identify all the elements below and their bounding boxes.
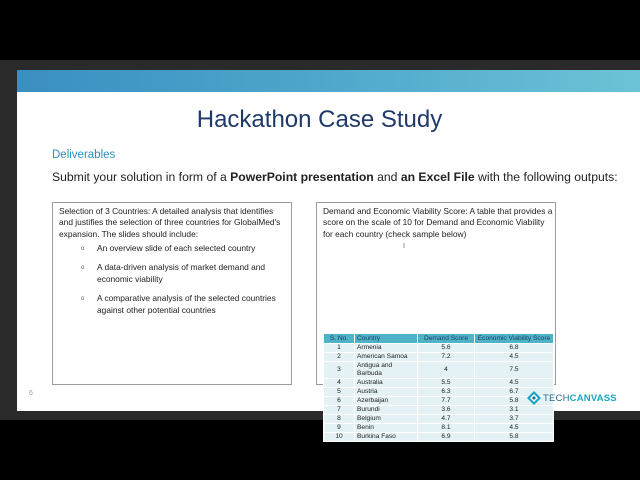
list-item [81,243,281,254]
submit-instructions [52,170,618,184]
submit-text-pre: Submit your solution in form of a [52,170,231,184]
bullet-marker: o [81,246,85,252]
viability-score-heading: Demand and Economic Viability Score [323,206,466,216]
country-selection-box [52,202,292,385]
cell-country: Armenia [355,344,418,353]
list-item [81,293,281,316]
bullet-text: A data-driven analysis of market demand and economic viability [97,262,266,284]
cell-sno: 3 [324,362,355,379]
cell-demand: 6.3 [418,388,475,397]
cell-sno: 8 [324,415,355,424]
bullet-marker: o [81,265,85,272]
deliverables-label: Deliverables [52,149,116,161]
cell-country: Australia [355,379,418,388]
cell-viability: 6.8 [475,344,554,353]
bullet-text: A comparative analysis of the selected countries against other potential countries [97,293,276,315]
cell-demand: 5.6 [418,344,475,353]
cell-sno: 4 [324,379,355,388]
cell-demand: 7.7 [418,397,475,406]
cell-viability: 4.5 [475,424,554,433]
score-table-body [324,344,554,442]
cell-viability: 5.8 [475,433,554,442]
table-row [324,362,554,379]
col-header-sno: S. No. [324,334,355,344]
table-row [324,379,554,388]
table-row [324,406,554,415]
cell-sno: 7 [324,406,355,415]
table-row [324,424,554,433]
col-header-country: Country [355,334,418,344]
viability-score-box [316,202,556,440]
cell-country: Azerbaijan [355,397,418,406]
cell-sno: 9 [324,424,355,433]
cell-demand: 8.1 [418,424,475,433]
table-row [324,397,554,406]
table-header-row [324,334,554,344]
list-item [81,262,281,285]
slide [17,70,640,440]
cell-country: Burkina Faso [355,433,418,442]
logo-text [543,393,617,404]
cell-demand: 6.9 [418,433,475,442]
cell-sno: 1 [324,344,355,353]
viability-score-text [323,206,553,240]
logo-icon [527,391,541,405]
submit-text-excel: an Excel File [400,170,475,184]
cell-viability: 3.7 [475,415,554,424]
bullet-text: An overview slide of each selected country [97,243,256,253]
cell-viability: 3.1 [475,406,554,415]
table-row [324,344,554,353]
cell-demand: 7.2 [418,353,475,362]
country-selection-body: A detailed analysis that identifies and justifies the selection of three countries for GlobalMed's expansion. The slides should include: [59,206,281,239]
text-cursor-icon: I [403,243,405,250]
bullet-marker: o [81,296,85,303]
cell-viability: 7.5 [475,362,554,379]
cell-country: Austria [355,388,418,397]
cell-demand: 4.7 [418,415,475,424]
slide-title: Hackathon Case Study [196,106,443,133]
cell-viability: 5.8 [475,397,554,406]
logo-text-part2: CANVASS [569,392,617,404]
cell-sno: 2 [324,353,355,362]
cell-country: Belgium [355,415,418,424]
table-row [324,353,554,362]
table-row [324,415,554,424]
country-selection-text [59,206,289,240]
table-row [324,388,554,397]
submit-text-ppt: PowerPoint presentation [230,170,374,184]
col-header-viability: Economic Viability Score [475,334,554,344]
cell-country: Benin [355,424,418,433]
submit-text-mid: and [373,170,401,184]
cell-demand: 3.6 [418,406,475,415]
slide-header-bar [17,70,640,92]
cell-country: Burundi [355,406,418,415]
score-table [323,333,554,442]
col-header-demand: Demand Score [418,334,475,344]
cell-country: Antigua and Barbuda [355,362,418,379]
cell-sno: 5 [324,388,355,397]
page-number: 6 [29,390,33,397]
table-row [324,433,554,442]
country-selection-heading: Selection of 3 Countries: [59,206,151,216]
cell-viability: 6.7 [475,388,554,397]
submit-text-post: with the following outputs: [474,170,618,184]
cell-demand: 4 [418,362,475,379]
logo-text-part1: TECH [543,392,570,404]
cell-sno: 10 [324,433,355,442]
cell-viability: 4.5 [475,379,554,388]
viability-score-body: : A table that provides a score on the scale of 10 for Demand and Economic Viability for each country (check sample below) [323,206,553,239]
cell-viability: 4.5 [475,353,554,362]
country-selection-bullets [81,243,281,324]
cell-sno: 6 [324,397,355,406]
cell-demand: 5.5 [418,379,475,388]
techcanvass-logo [527,391,617,405]
cell-country: American Samoa [355,353,418,362]
